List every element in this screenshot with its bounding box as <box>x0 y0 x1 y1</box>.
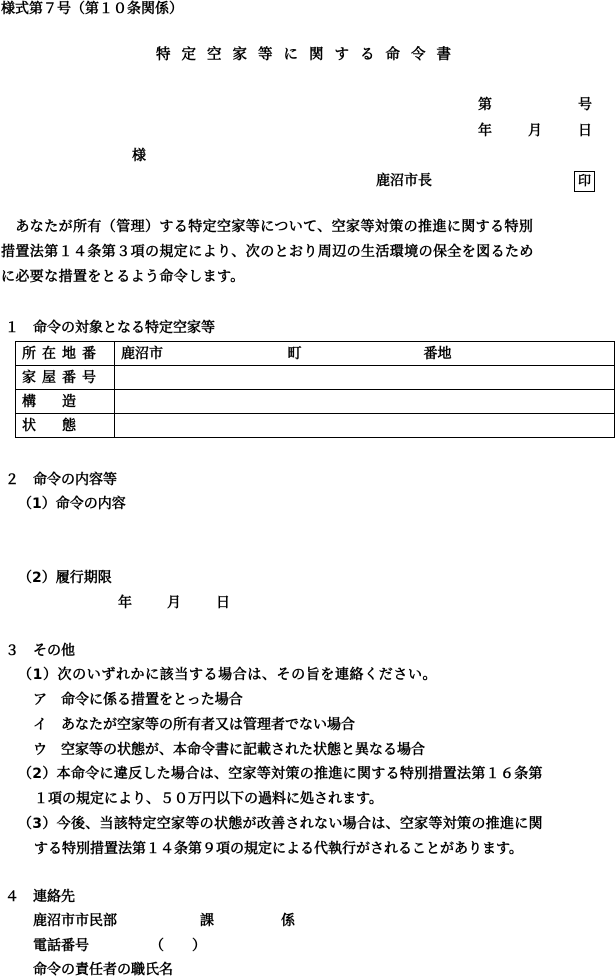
other-subitem-u: ウ 空家等の状態が、本命令書に記載された状態と異なる場合 <box>33 742 425 758</box>
order-content-label: （1）命令の内容 <box>18 496 126 512</box>
other-subitem-i: イ あなたが空家等の所有者又は管理者でない場合 <box>33 717 355 733</box>
deadline-label: （2）履行期限 <box>18 570 112 586</box>
deadline-month: 月 <box>167 595 181 611</box>
contact-dept: 鹿沼市市民部 <box>33 913 117 929</box>
intro-line-2: 措置法第１４条第３項の規定により、次のとおり周辺の生活環境の保全を図るため <box>1 244 534 260</box>
label-location: 所在地番 <box>16 342 115 366</box>
condition-value <box>115 414 615 438</box>
doc-number-go: 号 <box>578 97 592 113</box>
label-condition: 状 態 <box>16 414 115 438</box>
section1-heading: １ 命令の対象となる特定空家等 <box>5 320 215 336</box>
location-value <box>115 342 615 366</box>
target-property-table <box>15 341 615 438</box>
other-item-3-line-2: する特別措置法第１４条第９項の規定による代執行がされることがあります。 <box>34 841 523 857</box>
date-day: 日 <box>578 123 592 139</box>
date-month: 月 <box>528 123 542 139</box>
section2-heading: ２ 命令の内容等 <box>5 472 117 488</box>
contact-phone-parens: （ ） <box>150 938 206 954</box>
label-house-number: 家屋番号 <box>16 366 115 390</box>
seal-mark: 印 <box>574 171 595 192</box>
contact-kakari: 係 <box>281 913 295 929</box>
intro-line-3: に必要な措置をとるよう命令します。 <box>1 269 245 285</box>
section4-heading: ４ 連絡先 <box>5 889 75 905</box>
house-number-value <box>115 366 615 390</box>
other-subitem-a: ア 命令に係る措置をとった場合 <box>33 692 243 708</box>
table-row <box>16 366 615 390</box>
contact-ka: 課 <box>200 913 214 929</box>
contact-phone-label: 電話番号 <box>33 938 89 954</box>
other-item-1: （1）次のいずれかに該当する場合は、その旨を連絡ください。 <box>18 667 438 683</box>
location-town: 町 <box>287 345 302 362</box>
issuer: 鹿沼市長 <box>376 173 432 189</box>
section3-heading: ３ その他 <box>5 643 75 659</box>
addressee-suffix: 様 <box>132 148 146 164</box>
label-structure: 構 造 <box>16 390 115 414</box>
location-lot: 番地 <box>423 345 452 362</box>
contact-responsible: 命令の責任者の職氏名 <box>33 962 173 978</box>
date-year: 年 <box>478 123 492 139</box>
table-row <box>16 342 615 366</box>
location-city: 鹿沼市 <box>121 345 163 362</box>
document-title: 特定空家等に関する命令書 <box>156 47 462 63</box>
table-row <box>16 390 615 414</box>
other-item-3-line-1: （3）今後、当該特定空家等の状態が改善されない場合は、空家等対策の推進に関 <box>18 816 543 832</box>
other-item-2-line-2: １項の規定により、５０万円以下の過料に処されます。 <box>34 791 383 807</box>
deadline-day: 日 <box>216 595 230 611</box>
doc-number-dai: 第 <box>478 97 492 113</box>
structure-value <box>115 390 615 414</box>
other-item-2-line-1: （2）本命令に違反した場合は、空家等対策の推進に関する特別措置法第１６条第 <box>18 766 543 782</box>
table-row <box>16 414 615 438</box>
deadline-year: 年 <box>118 595 132 611</box>
intro-line-1: あなたが所有（管理）する特定空家等について、空家等対策の推進に関する特別 <box>1 219 534 235</box>
form-number: 様式第７号（第１０条関係） <box>1 1 183 17</box>
